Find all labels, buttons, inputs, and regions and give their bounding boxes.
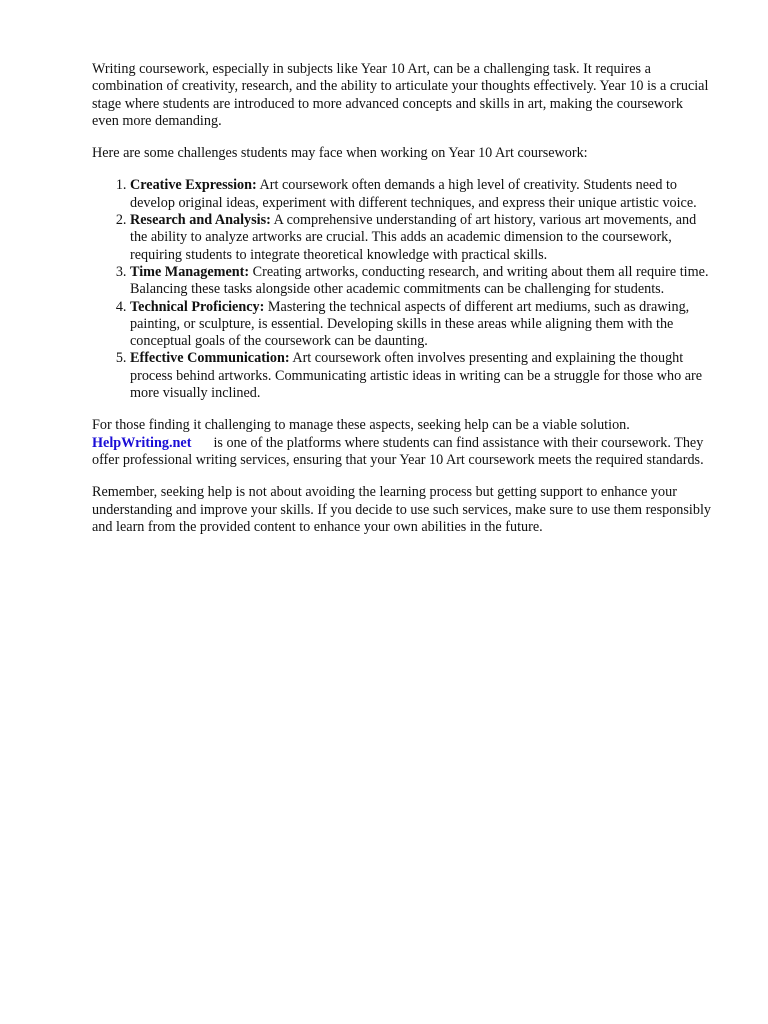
list-item-term: Effective Communication: — [130, 350, 290, 367]
list-item — [130, 350, 712, 402]
list-item — [130, 264, 712, 299]
list-item — [130, 212, 712, 264]
help-paragraph-before: For those finding it challenging to manage these aspects, seeking help can be a viable solution. — [92, 417, 630, 434]
help-paragraph-after: is one of the platforms where students can find assistance with their coursework. They offer professional writing services, ensuring that your Year 10 Art coursework meets the required standards. — [92, 434, 704, 468]
list-item-text: Art coursework often involves presenting and explaining the thought process behind artworks. Communicating artistic ideas in writing can be a struggle for those who are more visually inclined. — [130, 350, 703, 402]
challenges-list — [92, 177, 712, 402]
intro-paragraph: Writing coursework, especially in subjects like Year 10 Art, can be a challenging task. It requires a combination of creativity, research, and the ability to articulate your thoughts effectively. Year 10 is a crucial stage where students are introduced to more advanced concepts and skills in art, making the coursework even more demanding. — [92, 61, 709, 129]
list-item-term: Creative Expression: — [130, 177, 257, 194]
list-item-term: Time Management: — [130, 263, 250, 280]
list-item-text: Mastering the technical aspects of different art mediums, such as drawing, painting, or sculpture, is essential. Developing skills in these areas while aligning them with the conceptual goals of the coursework can be daunting. — [130, 298, 690, 350]
challenges-intro-paragraph: Here are some challenges students may face when working on Year 10 Art coursework: — [92, 145, 588, 162]
list-item — [130, 177, 712, 212]
list-item — [130, 299, 712, 351]
list-item-term: Technical Proficiency: — [130, 298, 265, 315]
helpwriting-link[interactable]: HelpWriting.net — [92, 434, 192, 451]
closing-paragraph: Remember, seeking help is not about avoiding the learning process but getting support to enhance your understanding and improve your skills. If you decide to use such services, make sure to use them responsibly and learn from the provided content to enhance your own abilities in the future. — [92, 484, 711, 535]
help-paragraph — [92, 417, 712, 469]
list-item-term: Research and Analysis: — [130, 212, 271, 229]
list-item-text: A comprehensive understanding of art history, various art movements, and the ability to analyze artworks are crucial. This adds an academic dimension to the coursework, requiring students to integrate theoretical knowledge with practical skills. — [130, 212, 697, 263]
list-item-text: Creating artworks, conducting research, and writing about them all require time. Balancing these tasks alongside other academic commitments can be challenging for students. — [130, 263, 709, 298]
list-item-text: Art coursework often demands a high level of creativity. Students need to develop original ideas, experiment with different techniques, and express their unique artistic voice. — [130, 177, 697, 211]
document-page — [92, 61, 712, 551]
